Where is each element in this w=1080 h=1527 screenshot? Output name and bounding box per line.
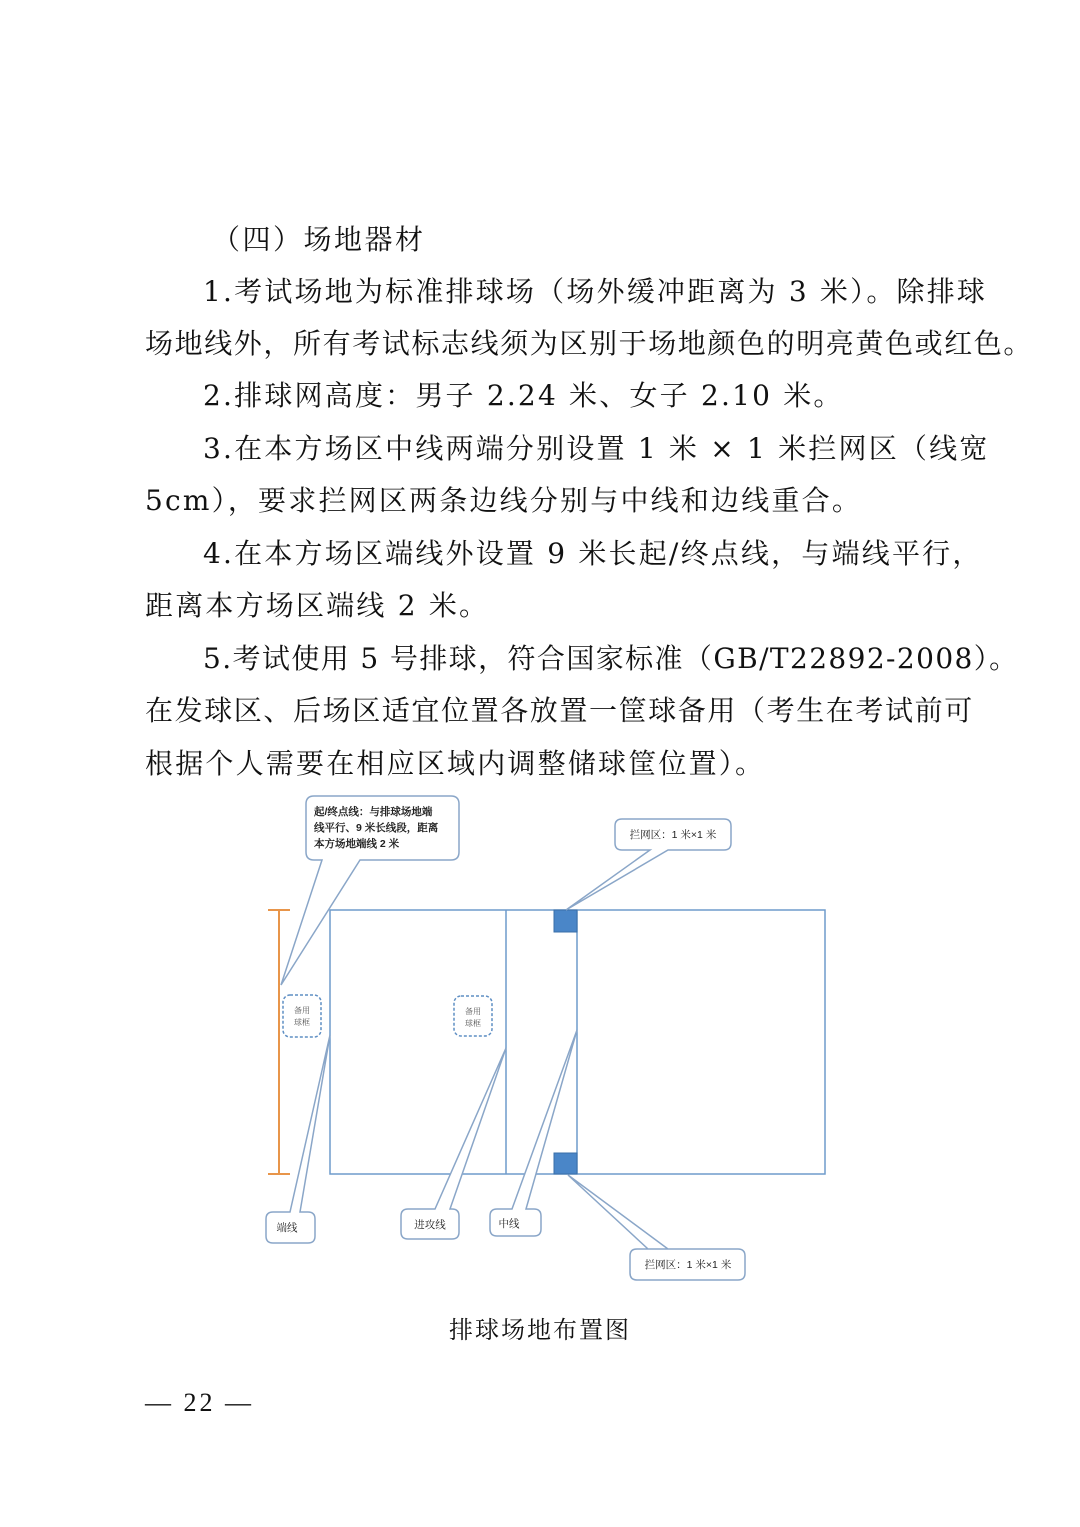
spare-basket-left: [283, 995, 321, 1037]
callout-block-zone-bottom: [568, 1175, 745, 1280]
callout-block-zone-bottom-text: 拦网区：1 米×1 米: [644, 1259, 732, 1271]
callout-start-line-text: 本方场地端线 2 米: [314, 838, 400, 850]
paragraph-line: 5.考试使用 5 号排球，符合国家标准（GB/T22892-2008）。: [203, 642, 1019, 675]
callout-start-line-text: 起/终点线：与排球场地端: [314, 806, 433, 818]
paragraph-line: 2.排球网高度：男子 2.24 米、女子 2.10 米。: [203, 379, 844, 412]
label-attack-line-text: 进攻线: [414, 1219, 446, 1231]
paragraph-line: 1.考试场地为标准排球场（场外缓冲距离为 3 米）。除排球: [203, 275, 988, 308]
paragraph-line: 4.在本方场区端线外设置 9 米长起/终点线，与端线平行，: [203, 537, 983, 570]
paragraph-line: 在发球区、后场区适宜位置各放置一筐球备用（考生在考试前可: [145, 694, 974, 727]
paragraph-line: 5cm），要求拦网区两条边线分别与中线和边线重合。: [145, 484, 863, 517]
paragraph-line: 距离本方场区端线 2 米。: [145, 589, 490, 622]
label-end-line: [266, 1035, 330, 1243]
callout-start-line: [281, 796, 459, 985]
section-heading: （四）场地器材: [212, 223, 426, 256]
label-end-line-text: 端线: [276, 1222, 298, 1234]
callout-start-line-text: 线平行、9 米长线段，距离: [314, 822, 439, 834]
spare-basket-left-label: 球框: [294, 1018, 310, 1027]
paragraph-line: 场地线外，所有考试标志线须为区别于场地颜色的明亮黄色或红色。: [145, 327, 1034, 360]
callout-block-zone-top: [566, 819, 731, 910]
figure-caption: 排球场地布置图: [449, 1316, 631, 1344]
paragraph-line: 3.在本方场区中线两端分别设置 1 米 × 1 米拦网区（线宽: [203, 432, 990, 465]
spare-basket-middle: [454, 996, 492, 1036]
block-zone-bottom: [554, 1153, 577, 1174]
page-number: — 22 —: [145, 1388, 254, 1417]
label-center-line: [490, 1030, 577, 1236]
spare-basket-left-label: 备用: [294, 1006, 310, 1015]
callout-block-zone-top-text: 拦网区：1 米×1 米: [629, 829, 717, 841]
spare-basket-middle-label: 球框: [465, 1019, 481, 1028]
label-attack-line: [401, 1048, 506, 1239]
paragraph-line: 根据个人需要在相应区域内调整储球筐位置）。: [145, 747, 766, 780]
start-end-line: [268, 910, 290, 1174]
label-center-line-text: 中线: [498, 1218, 520, 1230]
block-zone-top: [554, 910, 577, 932]
spare-basket-middle-label: 备用: [465, 1007, 481, 1016]
